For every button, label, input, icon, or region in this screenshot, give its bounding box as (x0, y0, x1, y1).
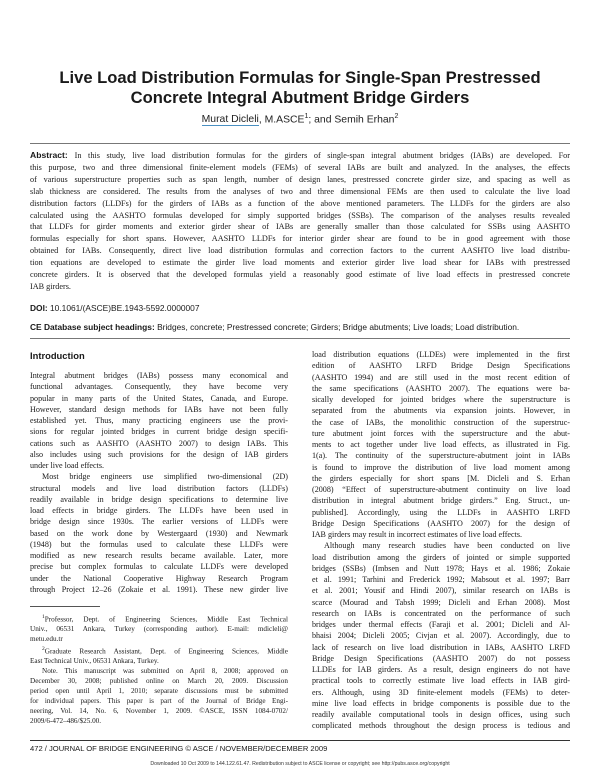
body-line: Bridge Design Specifications (AASHTO 2007) do not possess (312, 653, 570, 663)
divider-bottom (30, 338, 570, 339)
intro-paragraph-2 (30, 471, 288, 595)
footnote-line: 2009/6-472–486/$25.00. (30, 716, 102, 725)
intro-line: precise but complex formulas to calculate LLDFs were developed (30, 562, 288, 572)
body-line: practical tools to correctly estimate live load effects in IAB gird- (312, 676, 570, 686)
download-notice: Downloaded 10 Oct 2009 to 144.122.61.47. Redistribution subject to ASCE license or copyright; see http://pubs.asce.org/copyright (150, 761, 450, 767)
paper-title-line-1: Live Load Distribution Formulas for Single-Span Prestressed (59, 68, 541, 87)
intro-line: readily available in bridge design specifications to determine live (30, 494, 288, 504)
section-heading-introduction: Introduction (30, 350, 85, 361)
body-line: bridges under thermal effects (Faraji et al. 2001; Dicleli and Al- (312, 620, 570, 629)
body-line: the case of IABs, the monolithic construction of the superstruc- (312, 417, 570, 427)
page-footer: 472 / JOURNAL OF BRIDGE ENGINEERING © ASCE / NOVEMBER/DECEMBER 2009 (30, 744, 328, 753)
footnotes (30, 613, 288, 727)
intro-line: functional advantages. Consequently, they have become very (30, 382, 288, 392)
doi-line (30, 303, 570, 313)
doi-label: DOI: (30, 303, 48, 313)
abstract-line: calculated using the AASHTO formulas developed for simply supported bridges (SSBs). The comparison of the analyses results revealed (30, 210, 570, 220)
paper-title (30, 68, 570, 108)
intro-line: However, standard design methods for IABs have not been fully (30, 404, 288, 414)
intro-line: structural models and live load distribution factors (LLDFs) (30, 483, 288, 493)
abstract-label: Abstract: (30, 150, 75, 160)
intro-line: also includes using such provisions for the design of IAB girders (30, 449, 288, 459)
intro-line: under the National Cooperative Highway Research Program (30, 573, 288, 583)
intro-line: cations such as AASHTO (AASHTO 2007) to design IABs. This (30, 438, 288, 448)
intro-line: (1948) but the formulas used to calculate these LLDFs were (30, 539, 288, 549)
footnote-line: East Technical Univ., 06531 Ankara, Turkey. (30, 657, 159, 666)
subject-headings-label: CE Database subject headings: (30, 322, 155, 332)
intro-line: load effects in bridge girders. The LLDFs have been used in (30, 506, 288, 515)
intro-line: Integral abutment bridges (IABs) possess many economical and (30, 371, 288, 380)
body-line: load distribution equations (LLDEs) were implemented in the first (312, 350, 570, 359)
intro-line: under live load effects. (30, 461, 105, 470)
intro-line: modified as new research results became available. Later, more (30, 551, 288, 560)
footnote-separator (30, 606, 100, 607)
abstract-line: formulas especially for short spans. However, AASHTO LLDFs for interior girder shear are found to be in good agreement with those (30, 234, 570, 244)
abstract-line (30, 150, 570, 162)
body-line: research on IABs is concentrated on the performance of such (312, 608, 570, 618)
body-line: ers. Although, using 3D finite-element models (FEMs) to deter- (312, 687, 570, 697)
doi-value: 10.1061/(ASCE)BE.1943-5592.0000007 (50, 303, 200, 313)
body-line: edition of AASHTO LRFD Bridge Design Specifications (312, 361, 570, 371)
author-line (0, 113, 600, 125)
body-line: bhaisi 2004; Dicleli 2005; Civjan et al. 2007). Accordingly, due to (312, 631, 570, 641)
footnote-line: Note. This manuscript was submitted on April 8, 2008; approved on (42, 667, 288, 676)
abstract-line: of various superstructure properties such as span length, number of design lanes, prestressed concrete girder size, and spacing as well as (30, 174, 570, 184)
abstract-line: obtained for IABs. Consequently, direct live load distribution formulas and correction factors to the current AASHTO live load distribu- (30, 246, 570, 256)
right-column (312, 349, 570, 732)
intro-line: based on the work done by Westergaard (1930) and Newmark (30, 528, 288, 538)
author-2-sup: 2 (394, 113, 399, 120)
abstract-line: distribution factors (LLDFs) for the girders of IABs as a function of the above mentioned parameters. The LLDFs for the girders are also (30, 198, 570, 208)
right-paragraph-2 (312, 540, 570, 731)
abstract-line: IAB girders. (30, 281, 71, 291)
intro-line: established yet. Thus, many practicing engineers use the provi- (30, 416, 288, 425)
body-line: et al. 2001; Yousif and Hindi 2007), similar research on IABs is (312, 586, 570, 596)
body-line: LLDEs for IAB girders. As a result, design engineers do not have (312, 665, 570, 674)
body-line: ments to act together under live load effects, as illustrated in Fig. (312, 440, 570, 449)
intro-line: popular in many parts of the United States, Canada, and Europe. (30, 393, 288, 403)
abstract-line: concrete girders. It is observed that the developed formulas yield a reasonably good estimate of live load effects in prestressed concrete (30, 270, 570, 280)
footer-rule (30, 740, 570, 741)
body-line: et al. 1991; Tarhini and Frederick 1992; Mabsout et al. 1997; Barr (312, 575, 570, 584)
footnote-text: Professor, Dept. of Engineering Sciences, Middle East Technical (44, 615, 288, 624)
author-connector: ; and Semih Erhan (308, 114, 395, 126)
body-line: load distribution among the girders of jointed or simple supported (312, 552, 570, 562)
divider-top (30, 143, 570, 144)
footnote-line: metu.edu.tr (30, 635, 63, 644)
body-line: Although many research studies have been conducted on live (324, 541, 570, 551)
body-line: scarce (Mourad and Tabsh 1999; Dicleli and Erhan 2008). Most (312, 597, 570, 607)
body-line: bridges (SSBs) (Imbsen and Nutt 1978; Hays et al. 1986; Zokaie (312, 563, 570, 573)
body-line: published]. Accordingly, using the LLDFs in AASHTO LRFD (312, 507, 570, 517)
footnote-line: Univ., 06531 Ankara, Turkey (corresponding author). E-mail: mdicleli@ (30, 625, 288, 634)
footnote-text: Graduate Research Assistant, Dept. of Engineering Sciences, Middle (44, 647, 288, 656)
intro-line: sions for regular jointed bridges in current bridge design specifi- (30, 427, 288, 437)
abstract-block (30, 150, 570, 293)
body-line: (AASHTO 1994) and are still used in the most recent edition of (312, 372, 570, 382)
body-line: distribution in integral abutment bridge girders.” Eng. Struct., un- (312, 496, 570, 506)
footnote-mark: 1 (42, 614, 45, 620)
intro-line: bridge design since 1930s. The earlier versions of LLDFs were (30, 517, 288, 527)
body-line: sically developed for jointed bridges where the superstructure is (312, 395, 570, 404)
subject-headings (30, 322, 570, 332)
abstract-line: slab thickness are considered. The results from the analyses of two and three dimensional FEMs are then used to calculate the live load (30, 186, 570, 196)
body-line: (2008) “Effect of superstructure-abutment continuity on live load (312, 485, 570, 494)
body-line: is found to improve the distribution of live load moment among (312, 462, 570, 472)
abstract-line: tion equations are developed to estimate the girder live load moments and exterior girder live load shear for IABs with prestressed (30, 258, 570, 268)
left-column (30, 349, 288, 727)
body-line: ture abutment joint forces with the superstructure and the abut- (312, 428, 570, 438)
footnote-line: neering, Vol. 14, No. 6, November 1, 2009. ©ASCE, ISSN 1084-0702/ (30, 706, 288, 715)
intro-line: through Project 12–26 (Zokaie et al. 1991). These new girder live (30, 584, 288, 594)
body-line: readily available computational tools in design offices, using such (312, 710, 570, 719)
body-line: complicated methods throughout the design process is tedious and (312, 721, 570, 731)
footnote-line: December 30, 2008; published online on March 20, 2009. Discussion (30, 677, 288, 686)
subject-headings-value: Bridges, concrete; Prestressed concrete; Girders; Bridge abutments; Live loads; Load distribution. (157, 322, 520, 332)
text-run: In this study, live load distribution formulas for the girders of single-span integral abutment bridges (IABs) are developed. For (74, 151, 570, 160)
intro-line: Most bridge engineers use simplified two-dimensional (2D) (42, 472, 288, 482)
footnote-line (30, 613, 288, 625)
body-line: 1(a). The continuity of the superstructure-abutment joint in IABs (312, 451, 570, 461)
body-line: separated from the abutments via expansion joints. However, in (312, 406, 570, 416)
intro-paragraph-1 (30, 370, 288, 471)
author-1-suffix: , M.ASCE (258, 114, 305, 126)
abstract-line: that LLDFs for girder moments and exterior girder shear of IABs are generally smaller than those calculated for SSBs using AASHTO (30, 222, 570, 232)
body-line: the girders especially for short spans [M. Dicleli and S. Erhan (312, 473, 570, 483)
right-paragraph-1 (312, 349, 570, 540)
abstract-line: this purpose, two and three dimensional finite-element models (FEMs) of several IABs are built and analyzed. In the analyses, the effects (30, 162, 570, 172)
author-link-dicleli[interactable]: Murat Dicleli (201, 114, 259, 126)
author-1-sup: 1 (304, 113, 309, 120)
paper-title-line-2: Concrete Integral Abutment Bridge Girders (130, 88, 470, 107)
footnote-mark: 2 (42, 646, 45, 653)
body-line: lack of research on live load distribution in IABs, AASHTO LRFD (312, 642, 570, 652)
footnote-line (30, 645, 288, 657)
body-line: the same specifications (AASHTO 2007). The equations were ba- (312, 383, 570, 393)
body-line: Bridge Design Specifications (AASHTO 2007) for the design of (312, 518, 570, 528)
body-line: IAB girders may result in incorrect estimates of live load effects. (312, 530, 522, 539)
footnote-line: for individual papers. This paper is part of the Journal of Bridge Engi- (30, 697, 288, 706)
body-line: mine live load effects in bridge components is possible due to the (312, 698, 570, 708)
footnote-line: period open until April 1, 2010; separate discussions must be submitted (30, 687, 288, 696)
